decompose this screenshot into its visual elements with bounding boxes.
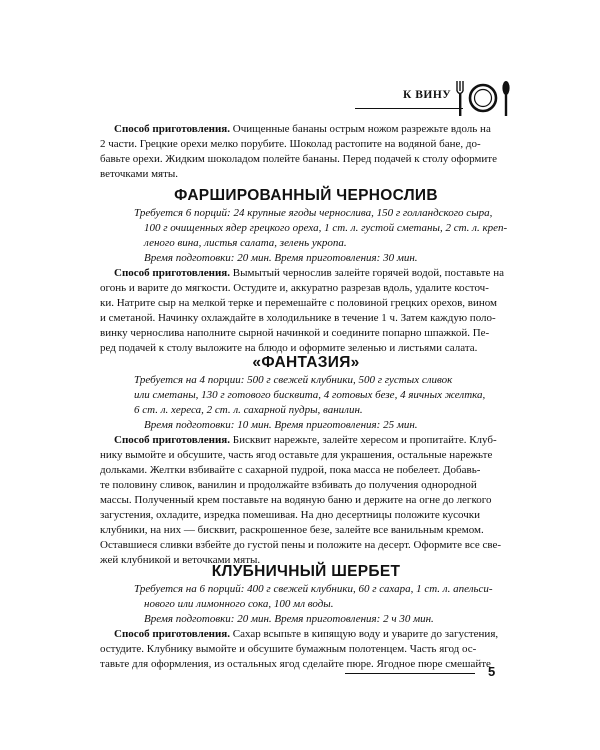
recipe-time: Время подготовки: 20 мин. Время приготовления: 2 ч 30 мин. [144, 613, 434, 625]
recipe-stuffed-prunes [100, 186, 512, 356]
method-lead: Способ приготовления. [114, 123, 230, 135]
recipe-ingredients: Требуется 6 порций: 24 крупные ягоды чернослива, 150 г голландского сыра, 100 г очищенных ядер грецкого ореха, 1 ст. л. густой сметаны, 2 ст. л. креп- леного вина, листья салата, зелень укропа. [134, 207, 508, 249]
method-line-5: ред подачей к столу выложите на блюдо и оформите зеленью и листьями салата. [100, 342, 478, 354]
recipe-title: «ФАНТАЗИЯ» [252, 354, 360, 371]
method-line-4: массы. Полученный крем поставьте на водяную баню и держите на огне до легкого [100, 494, 492, 506]
method-line-0: Способ приготовления. Сахар всыпьте в кипящую воду и уварите до загустения, [114, 628, 499, 640]
recipe-ingredients: Требуется на 4 порции: 500 г свежей клубники, 500 г густых сливок или сметаны, 130 г готового бисквита, 4 готовых безе, 4 яичных желтка, 6 ст. л. хереса, 2 ст. л. сахарной пудры, ванилин. [134, 374, 486, 416]
intro-line-2: бавьте орехи. Жидким шоколадом полейте бананы. Перед подачей к столу оформите [100, 153, 497, 165]
intro-method [100, 122, 512, 182]
intro-line-0: Способ приготовления. Очищенные бананы острым ножом разрежьте вдоль на [114, 123, 491, 135]
page-number: 5 [488, 664, 496, 679]
method-line-3: и сметаной. Начинку охлаждайте в холодильнике в течение 1 ч. Затем каждую поло- [100, 312, 496, 324]
method-line-1: нику вымойте и обсушите, часть ягод оставьте для украшения, остальные нарежьте [100, 449, 493, 461]
section-title: К ВИНУ [403, 89, 452, 101]
recipe-ingredients: Требуется на 6 порций: 400 г свежей клубники, 60 г сахара, 1 ст. л. апельси- нового или лимонного сока, 100 мл воды. [134, 583, 493, 610]
method-line-7: Оставшиеся сливки взбейте до густой пены и положите на десерт. Оформите все све- [100, 539, 502, 551]
method-line-5: загустения, охладите, изредка помешивая. На дно десертницы положите кусочки [100, 509, 481, 521]
recipe-time: Время подготовки: 10 мин. Время приготовления: 25 мин. [144, 419, 418, 431]
method-line-8: жей клубникой и веточками мяты. [100, 554, 261, 566]
footer-rule [345, 673, 475, 674]
method-line-1: огонь и варите до мягкости. Остудите и, аккуратно разрезав вдоль, удалите косточ- [100, 282, 489, 294]
method-line-2: тавьте для оформления, из остальных ягод сделайте пюре. Ягодное пюре смешайте [100, 658, 491, 670]
method-line-0: Способ приготовления. Бисквит нарежьте, залейте хересом и пропитайте. Клуб- [114, 434, 497, 446]
fork-plate-spoon-icon [451, 78, 515, 118]
intro-line-3: веточками мяты. [100, 168, 179, 180]
method-line-6: клубники, на них — бисквит, раскрошенное безе, залейте все ванильным кремом. [100, 524, 484, 536]
intro-line-1: 2 части. Грецкие орехи мелко порубите. Шоколад растопите на водяной бане, до- [100, 138, 481, 150]
recipe-title: КЛУБНИЧНЫЙ ШЕРБЕТ [211, 563, 401, 580]
method-line-0: Способ приготовления. Вымытый чернослив залейте горячей водой, поставьте на [114, 267, 504, 279]
method-line-1: остудите. Клубнику вымойте и обсушите бумажным полотенцем. Часть ягод ос- [100, 643, 477, 655]
method-line-2: дольками. Желтки взбивайте с сахарной пудрой, пока масса не побелеет. Добавь- [100, 464, 481, 476]
recipe-time: Время подготовки: 20 мин. Время приготовления: 30 мин. [144, 252, 418, 264]
method-line-3: те половину сливок, ванилин и продолжайте взбивать до получения однородной [100, 479, 477, 491]
method-line-2: ки. Натрите сыр на мелкой терке и перемешайте с половиной грецких орехов, вином [100, 297, 497, 309]
recipe-title: ФАРШИРОВАННЫЙ ЧЕРНОСЛИВ [174, 187, 438, 204]
method-line-4: винку чернослива наполните сырной начинкой и соедините попарно шпажкой. Пе- [100, 327, 490, 339]
recipe-strawberry-sherbet [100, 562, 512, 672]
header-rule [355, 108, 463, 109]
page-header [355, 78, 515, 118]
recipe-fantasia [100, 353, 512, 568]
